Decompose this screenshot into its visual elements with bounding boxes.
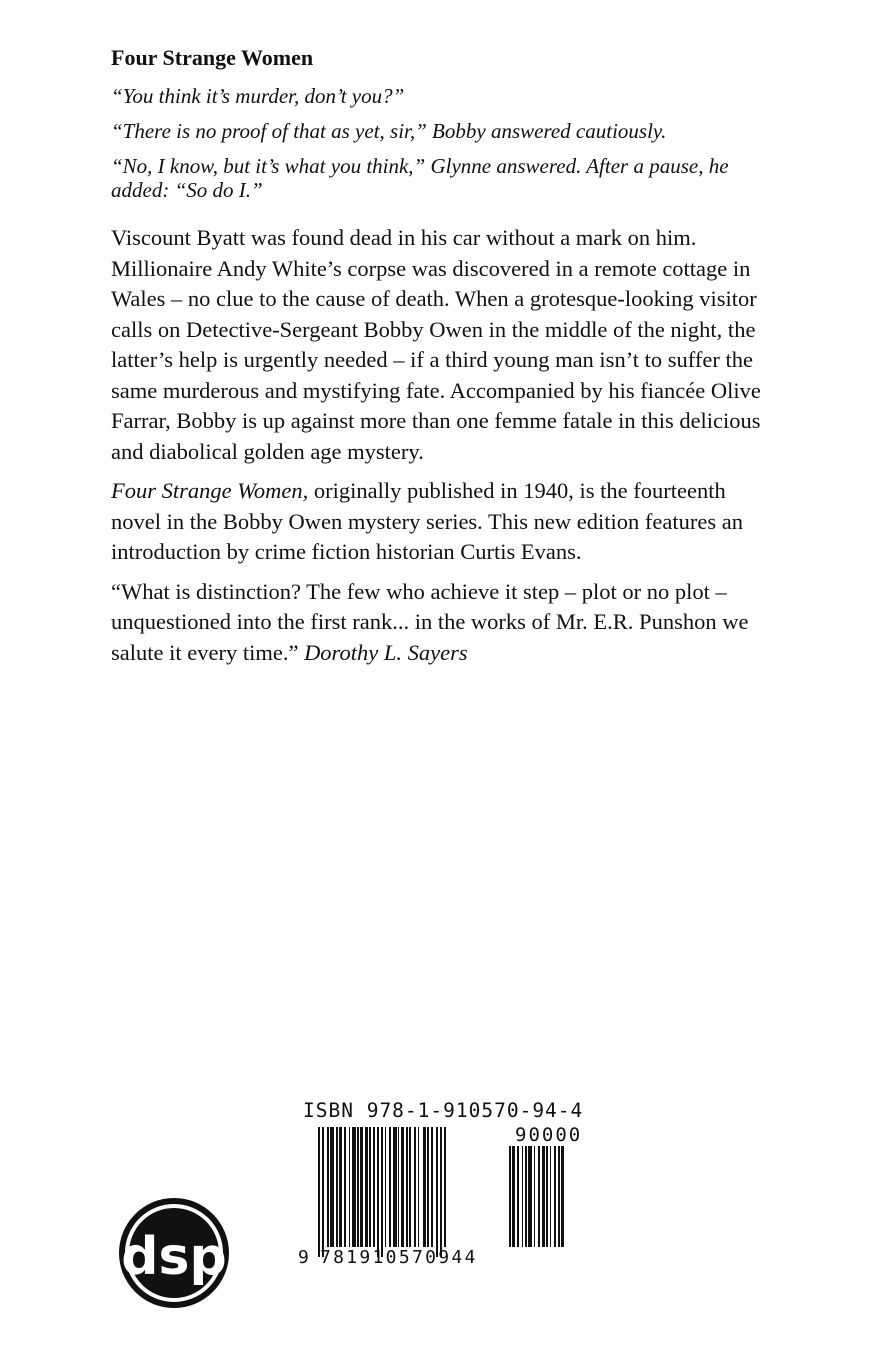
barcode-bar (512, 1146, 515, 1247)
barcode-bar (327, 1127, 329, 1247)
barcode-bar (349, 1127, 350, 1247)
isbn-label: ISBN 978-1-910570-94-4 (303, 1099, 584, 1122)
barcode-bar (542, 1146, 545, 1247)
barcode-bar (440, 1127, 442, 1257)
ean-bars (318, 1127, 508, 1257)
barcode-bar (554, 1146, 556, 1247)
barcode-bar (373, 1127, 375, 1247)
price-code: 90000 (515, 1124, 583, 1146)
barcode-bar (561, 1146, 564, 1247)
addon-bars (509, 1146, 597, 1247)
barcode-bar (357, 1127, 359, 1247)
barcode-bar (406, 1127, 408, 1247)
barcode-bar (330, 1127, 334, 1247)
publication-text: originally published in 1940, is the fourteenth novel in the Bobby Owen mystery series. This new edition features an introduction by crime fiction historian Curtis Evans. (111, 478, 743, 564)
ean-first-digit: 9 (298, 1247, 309, 1268)
barcode-bar (534, 1146, 535, 1247)
barcode-bar (322, 1127, 324, 1257)
barcode-bar (558, 1146, 560, 1247)
publication-title: Four Strange Women, (111, 478, 309, 503)
barcode-bar (525, 1146, 527, 1247)
review-text: “What is distinction? The few who achieve it step – plot or no plot – unquestioned into the first rank... in the works of Mr. E.R. Punshon we salute it every time.” (111, 578, 749, 665)
barcode-bar (427, 1127, 429, 1247)
barcode-bar (444, 1127, 446, 1247)
blurb-paragraph: Viscount Byatt was found dead in his car without a mark on him. Millionaire Andy White’s corpse was discovered in a remote cottage in Wales – no clue to the cause of death. When a grotesque-looking visitor calls on Detective-Sergeant Bobby Owen in the middle of the night, the latter’s help is urgently needed – if a third young man isn’t to suffer the same murderous and mystifying fate. Accompanied by his fiancée Olive Farrar, Bobby is up against more than one femme fatale in this delicious and diabolical golden age mystery. (111, 225, 761, 464)
barcode-bar (389, 1127, 391, 1247)
review-paragraph (111, 577, 773, 669)
ean-digit-string: 781910570944 (320, 1247, 478, 1268)
barcode-bar (318, 1127, 320, 1257)
barcode-bar (360, 1127, 363, 1247)
barcode-bar (401, 1127, 404, 1247)
barcode-bar (393, 1127, 397, 1247)
barcode-bar (550, 1146, 551, 1247)
logo-text: dsp (121, 1227, 227, 1287)
barcode-bar (385, 1127, 386, 1247)
back-cover-text (111, 44, 773, 677)
quote-1: “You think it’s murder, don’t you?” (111, 84, 405, 108)
barcode-bar (423, 1127, 426, 1247)
barcode-bar (522, 1146, 523, 1247)
barcode-bar (546, 1146, 548, 1247)
barcode-bar (517, 1146, 519, 1247)
barcode-bar (431, 1127, 433, 1247)
barcode-bar (528, 1146, 532, 1247)
quote-2: “There is no proof of that as yet, sir,” Bobby answered cautiously. (111, 119, 667, 143)
barcode-bar (369, 1127, 371, 1247)
publication-paragraph (111, 476, 773, 568)
barcode-bar (344, 1127, 346, 1247)
barcode-bar (398, 1127, 399, 1247)
barcode-bar (409, 1127, 411, 1247)
quote-3: “No, I know, but it’s what you think,” Glynne answered. After a pause, he added: “So do I.” (111, 154, 729, 202)
barcode-bar (336, 1127, 338, 1247)
barcode-bar (365, 1127, 368, 1247)
barcode-bar (538, 1146, 540, 1247)
barcode-bar (414, 1127, 416, 1247)
barcode-bar (436, 1127, 438, 1257)
barcode-bar (352, 1127, 356, 1247)
barcode-bar (509, 1146, 511, 1247)
publisher-logo (117, 1196, 231, 1310)
review-author: Dorothy L. Sayers (304, 639, 468, 665)
barcode-bar (339, 1127, 342, 1247)
barcode-bar (381, 1127, 383, 1257)
barcode-bar (418, 1127, 419, 1247)
barcode-bar (377, 1127, 379, 1257)
book-title: Four Strange Women (111, 45, 314, 70)
